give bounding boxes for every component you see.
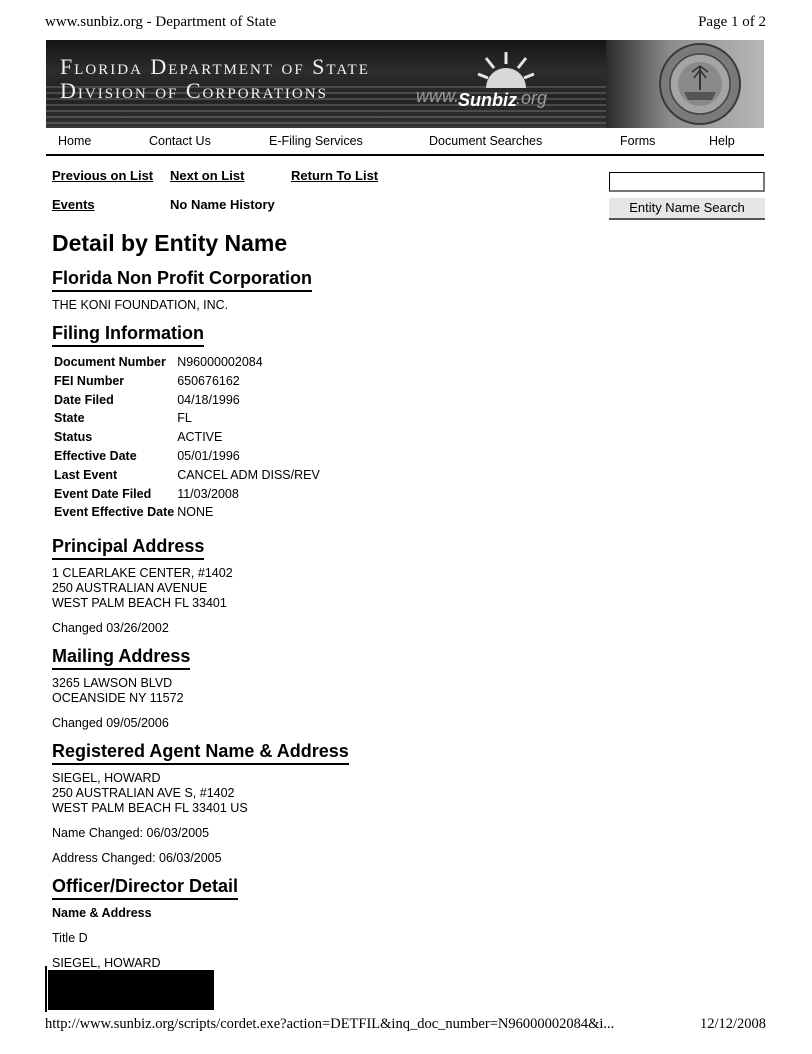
events-link[interactable]: Events	[52, 197, 95, 212]
main-nav	[46, 128, 764, 156]
nav-forms[interactable]: Forms	[620, 134, 656, 148]
officer-name: SIEGEL, HOWARD	[52, 956, 161, 970]
brand-org: .org	[516, 88, 548, 108]
entity-name-search-input[interactable]	[609, 172, 765, 192]
filing-label: Date Filed	[54, 392, 114, 407]
principal-address-changed: Changed 03/26/2002	[52, 621, 169, 635]
filing-label: Event Effective Date	[54, 505, 175, 520]
table-row	[52, 393, 322, 412]
corporation-type-heading: Florida Non Profit Corporation	[52, 268, 312, 292]
no-name-history-label: No Name History	[170, 197, 275, 212]
nav-help[interactable]: Help	[709, 134, 735, 148]
registered-agent-heading: Registered Agent Name & Address	[52, 741, 349, 765]
filing-label: Last Event	[54, 467, 118, 482]
officer-name-address-label: Name & Address	[52, 906, 152, 920]
sunbiz-sun-icon	[476, 50, 536, 90]
registered-agent-name-changed: Name Changed: 06/03/2005	[52, 826, 210, 840]
banner-title-line1: Florida Department of State	[60, 54, 370, 79]
table-row	[52, 374, 322, 393]
scan-edge-line	[45, 966, 47, 1012]
nav-contact-us[interactable]: Contact Us	[149, 134, 211, 148]
print-header	[45, 14, 766, 34]
table-row	[52, 468, 322, 487]
filing-information-table	[52, 355, 322, 524]
state-seal-icon	[658, 42, 742, 126]
table-row	[52, 487, 322, 506]
filing-value: 650676162	[177, 373, 240, 388]
brand-www: www.	[416, 86, 460, 106]
nav-home[interactable]: Home	[58, 134, 92, 148]
banner-title-line2: Division of Corporations	[60, 78, 328, 103]
filing-label: State	[54, 411, 85, 426]
print-footer-url: http://www.sunbiz.org/scripts/cordet.exe?action=DETFIL&inq_doc_number=N96000002084&i...	[45, 1016, 615, 1032]
filing-information-heading: Filing Information	[52, 323, 204, 347]
mailing-address-line2: OCEANSIDE NY 11572	[52, 691, 184, 705]
print-footer-date: 12/12/2008	[699, 1016, 766, 1032]
registered-agent-name: SIEGEL, HOWARD	[52, 771, 161, 785]
filing-label: FEI Number	[54, 373, 125, 388]
banner-right-panel	[606, 40, 764, 128]
filing-label: Document Number	[54, 355, 166, 369]
registered-agent-line2: WEST PALM BEACH FL 33401 US	[52, 801, 248, 815]
registered-agent-line1: 250 AUSTRALIAN AVE S, #1402	[52, 786, 235, 800]
table-row	[52, 430, 322, 449]
filing-value: FL	[177, 411, 192, 426]
filing-value: 05/01/1996	[177, 448, 240, 463]
site-banner	[46, 40, 764, 128]
next-on-list-link[interactable]: Next on List	[170, 168, 245, 183]
nav-document-searches[interactable]: Document Searches	[429, 134, 543, 148]
mailing-address-changed: Changed 09/05/2006	[52, 716, 169, 730]
principal-address-line2: 250 AUSTRALIAN AVENUE	[52, 581, 208, 595]
table-row	[52, 449, 322, 468]
filing-value: ACTIVE	[177, 430, 223, 445]
redaction-block	[48, 970, 214, 1010]
principal-address-line1: 1 CLEARLAKE CENTER, #1402	[52, 566, 233, 580]
principal-address-heading: Principal Address	[52, 536, 204, 560]
principal-address-line3: WEST PALM BEACH FL 33401	[52, 596, 227, 610]
brand-logo: Sunbiz	[458, 90, 517, 110]
table-row	[52, 411, 322, 430]
table-row	[52, 355, 322, 374]
officer-director-heading: Officer/Director Detail	[52, 876, 238, 900]
filing-value: N96000002084	[177, 355, 263, 369]
officer-title: Title D	[52, 931, 88, 945]
filing-value: 04/18/1996	[177, 392, 240, 407]
entity-name-search-button[interactable]: Entity Name Search	[609, 198, 765, 220]
mailing-address-heading: Mailing Address	[52, 646, 190, 670]
filing-label: Event Date Filed	[54, 486, 152, 501]
filing-label: Status	[54, 430, 93, 445]
filing-value: CANCEL ADM DISS/REV	[177, 467, 320, 482]
previous-on-list-link[interactable]: Previous on List	[52, 168, 154, 183]
entity-name: THE KONI FOUNDATION, INC.	[52, 298, 229, 312]
return-to-list-link[interactable]: Return To List	[291, 168, 379, 183]
table-row	[52, 505, 322, 524]
registered-agent-address-changed: Address Changed: 06/03/2005	[52, 851, 222, 865]
filing-value: 11/03/2008	[177, 486, 239, 501]
print-header-site: www.sunbiz.org - Department of State	[45, 14, 277, 30]
filing-label: Effective Date	[54, 448, 137, 463]
print-header-page: Page 1 of 2	[698, 14, 766, 30]
filing-value: NONE	[177, 505, 214, 520]
nav-efiling-services[interactable]: E-Filing Services	[269, 134, 363, 148]
page-title: Detail by Entity Name	[52, 230, 288, 256]
print-footer	[45, 1016, 766, 1038]
mailing-address-line1: 3265 LAWSON BLVD	[52, 676, 173, 690]
